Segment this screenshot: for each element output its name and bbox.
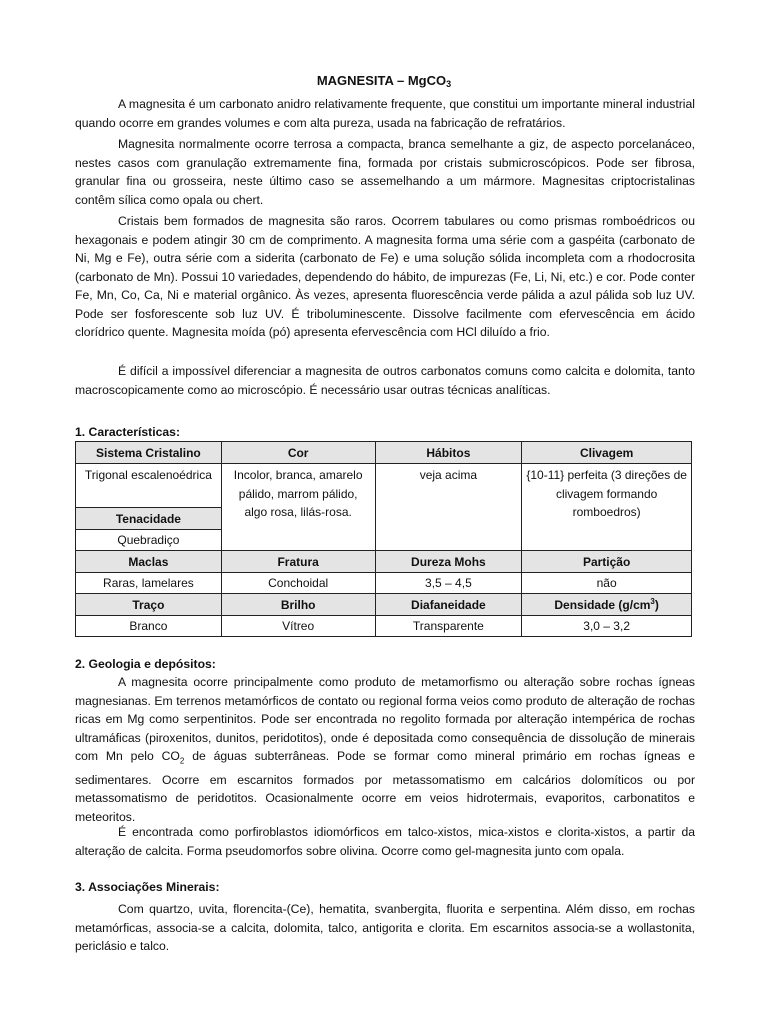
section-2-paragraph-1-a: A magnesita ocorre principalmente como produto de metamorfismo ou alteração sobre rochas ígneas magnesianas. Em terrenos metamórficos de contato ou regional forma veios como produto de alteração de rochas ricas em Mg como serpentinitos. Pode ser encontrada no regolito formada por alteração intempérica de rochas ultramáficas (piroxenitos, dunitos, peridotitos), onde é depositada como consequência de dissolução de minerais com Mn pelo CO (75, 675, 695, 763)
header-tenacidade: Tenacidade (76, 508, 222, 530)
densidade-label: Densidade (g/cm (554, 598, 651, 612)
header-particao: Partição (522, 551, 692, 573)
header-traco: Traço (76, 594, 222, 616)
title-text: MAGNESITA – MgCO (316, 73, 447, 88)
value-maclas: Raras, lamelares (76, 573, 222, 594)
value-densidade: 3,0 – 3,2 (522, 616, 692, 637)
header-clivagem: Clivagem (522, 442, 692, 464)
value-habitos: veja acima (375, 464, 522, 551)
densidade-superscript: 3 (650, 597, 655, 606)
header-cor: Cor (221, 442, 375, 464)
value-tenacidade: Quebradiço (76, 530, 222, 551)
value-brilho: Vítreo (221, 616, 375, 637)
co2-subscript: 2 (179, 756, 185, 766)
section-2-heading: 2. Geologia e depósitos: (75, 657, 216, 671)
value-particao: não (522, 573, 692, 594)
value-diafaneidade: Transparente (375, 616, 522, 637)
header-brilho: Brilho (221, 594, 375, 616)
densidade-close: ) (654, 598, 659, 612)
intro-paragraph-3: Cristais bem formados de magnesita são raros. Ocorrem tabulares ou como prismas romboédricos ou hexagonais e podem atingir 30 cm de comprimento. A magnesita forma uma série com a gaspéita (carbonato de Ni, Mg e Fe), outra série com a siderita (carbonato de Fe) e uma solução sólida incompleta com a rhodocrosita (carbonato de Mn). Possui 10 variedades, dependendo do hábito, de impurezas (Fe, Li, Ni, etc.) e cor. Pode conter Fe, Mn, Co, Ca, Ni e material orgânico. Às vezes, apresenta fluorescência verde pálida a azul pálida sob luz UV. Pode ser fosforescente sob luz UV. É triboluminescente. Dissolve facilmente com efervescência em ácido clorídrico quente. Magnesita moída (pó) apresenta efervescência com HCl diluído a frio. (75, 214, 695, 339)
header-sistema-cristalino: Sistema Cristalino (76, 442, 222, 464)
value-traco: Branco (76, 616, 222, 637)
header-habitos: Hábitos (375, 442, 522, 464)
value-sistema-cristalino: Trigonal escalenoédrica (76, 464, 222, 508)
section-2-paragraph-2: É encontrada como porfiroblastos idiomórficos em talco-xistos, mica-xistos e clorita-xistos, a partir da alteração de calcita. Forma pseudomorfos sobre olivina. Ocorre como gel-magnesita junto com opala. (75, 825, 695, 858)
title-subscript: 3 (446, 79, 452, 89)
value-dureza-mohs: 3,5 – 4,5 (375, 573, 522, 594)
value-cor: Incolor, branca, amarelo pálido, marrom pálido, algo rosa, lilás-rosa. (221, 464, 375, 551)
value-fratura: Conchoidal (221, 573, 375, 594)
section-2-paragraph-1 (75, 673, 695, 826)
properties-table (75, 441, 692, 637)
header-dureza-mohs: Dureza Mohs (375, 551, 522, 573)
section-2-paragraph-1-b: de águas subterrâneas. Pode se formar como mineral primário em rochas ígneas e sedimentares. Ocorre em escarnitos formados por metassomatismo em calcários dolomíticos ou por metassomatismo de peridotitos. Ocasionalmente ocorre em veios hidrotermais, evaporitos, carbonatitos e meteoritos. (75, 749, 696, 824)
section-3-heading: 3. Associações Minerais: (75, 880, 220, 894)
section-1-heading: 1. Características: (75, 425, 181, 439)
section-3-paragraph-1: Com quartzo, uvita, florencita-(Ce), hematita, svanbergita, fluorita e serpentina. Além disso, em rochas metamórficas, associa-se a calcita, dolomita, talco, antigorita e clorita. Em escarnitos associa-se a wollastonita, periclásio e talco. (75, 902, 695, 953)
intro-paragraph-2: Magnesita normalmente ocorre terrosa a compacta, branca semelhante a giz, de aspecto porcelanáceo, nestes casos com granulação extremamente fina, formada por cristais submicroscópicos. Pode ser fibrosa, granular fina ou grosseira, neste último caso se assemelhando a um mármore. Magnesitas criptocristalinas contêm sílica como opala ou chert. (75, 137, 695, 207)
page-title (0, 73, 768, 89)
intro-paragraph-4: É difícil a impossível diferenciar a magnesita de outros carbonatos comuns como calcita e dolomita, tanto macroscopicamente como ao microscópio. É necessário usar outras técnicas analíticas. (75, 364, 695, 397)
intro-paragraph-1: A magnesita é um carbonato anidro relativamente frequente, que constitui um importante mineral industrial quando ocorre em grandes volumes e com alta pureza, usada na fabricação de refratários. (75, 97, 695, 130)
header-diafaneidade: Diafaneidade (375, 594, 522, 616)
header-maclas: Maclas (76, 551, 222, 573)
value-clivagem: {10-11} perfeita (3 direções de clivagem formando romboedros) (522, 464, 692, 551)
header-fratura: Fratura (221, 551, 375, 573)
header-densidade (522, 594, 692, 616)
